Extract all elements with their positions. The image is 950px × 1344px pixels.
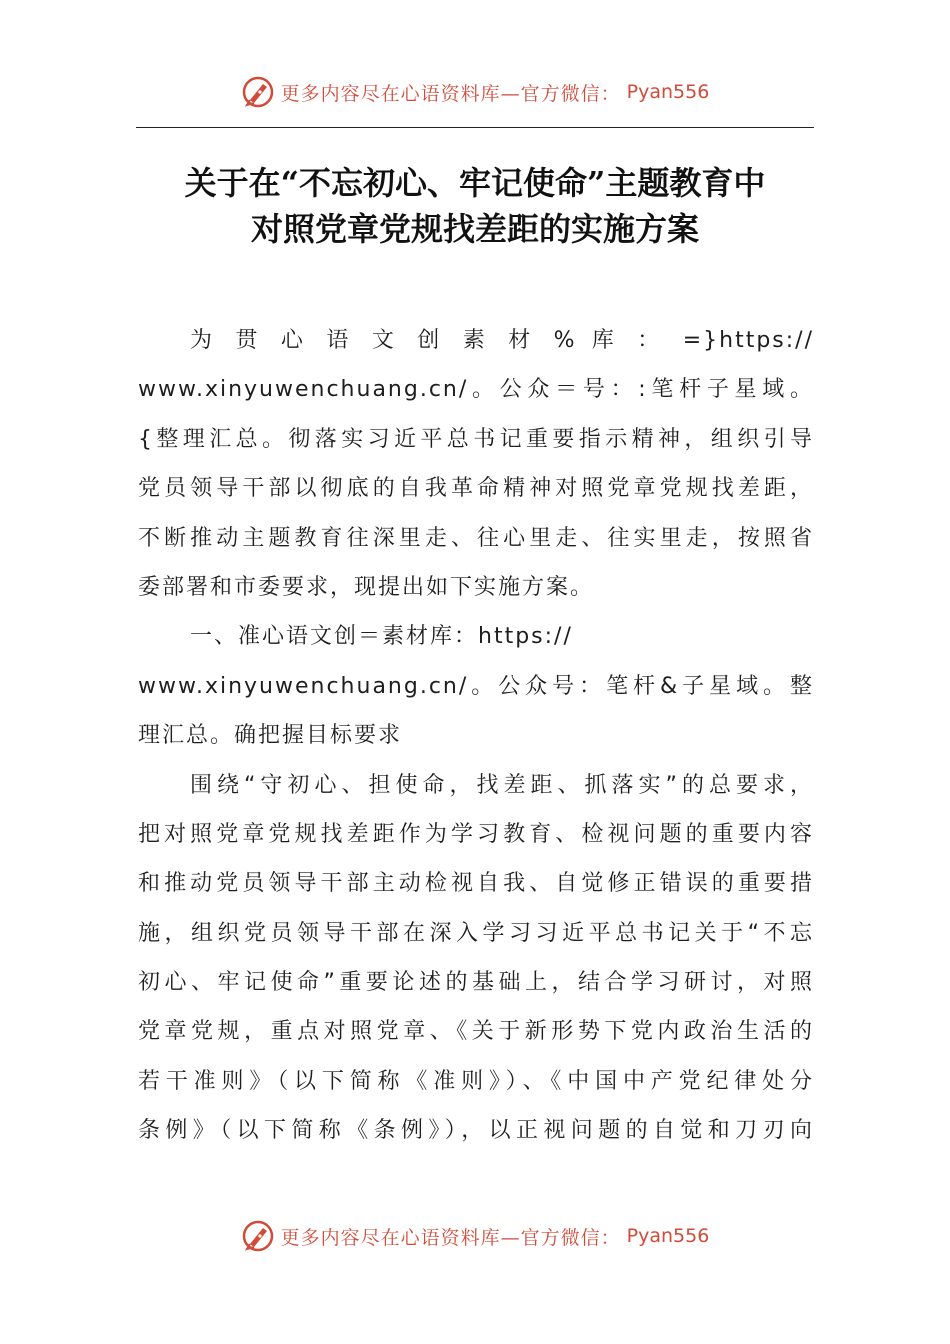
title-line-2: 对照党章党规找差距的实施方案	[250, 210, 699, 248]
body-line: 和推动党员领导干部主动检视自我、自觉修正错误的重要措	[138, 871, 814, 897]
document-title	[120, 160, 830, 252]
body-line: 一、准心语文创＝素材库：https://	[190, 624, 573, 650]
header-wechat-id: Pyan556	[626, 81, 710, 103]
body-line: 党员领导干部以彻底的自我革命精神对照党章党规找差距，	[138, 476, 814, 502]
pen-nib-logo-icon	[241, 75, 275, 109]
document-body	[138, 316, 814, 1156]
footer-banner	[0, 1214, 950, 1258]
body-line: 围绕“守初心、担使命，找差距、抓落实”的总要求，	[190, 772, 814, 798]
body-line: www.xinyuwenchuang.cn/。公众＝号：:笔杆子星域。	[138, 377, 814, 403]
body-line: 施，组织党员领导干部在深入学习习近平总书记关于“不忘	[138, 920, 814, 946]
body-line: 不断推动主题教育往深里走、往心里走、往实里走，按照省	[138, 525, 814, 551]
body-line: 把对照党章党规找差距作为学习教育、检视问题的重要内容	[138, 821, 814, 847]
header-banner-text: 更多内容尽在心语资料库—官方微信：	[280, 82, 621, 105]
body-line: 初心、牢记使命”重要论述的基础上，结合学习研讨，对照	[138, 970, 814, 996]
footer-banner-text: 更多内容尽在心语资料库—官方微信：	[280, 1226, 621, 1249]
body-line: 若干准则》（以下简称《准则》）、《中国中产党纪律处分	[138, 1068, 814, 1094]
pen-nib-logo-icon	[241, 1219, 275, 1253]
body-line: 条例》（以下简称《条例》），以正视问题的自觉和刀刃向	[138, 1118, 814, 1144]
title-line-1: 关于在“不忘初心、牢记使命”主题教育中	[184, 164, 766, 202]
body-line: 为 贯 心 语 文 创 素 材 % 库 ： =}https://	[190, 328, 814, 353]
body-line: 党章党规，重点对照党章、《关于新形势下党内政治生活的	[138, 1019, 814, 1045]
body-line: {整理汇总。彻落实习近平总书记重要指示精神，组织引导	[138, 426, 814, 452]
body-line: 委部署和市委要求，现提出如下实施方案。	[138, 574, 595, 600]
header-divider	[136, 127, 814, 128]
header-banner	[0, 70, 950, 114]
footer-wechat-id: Pyan556	[626, 1225, 710, 1247]
body-line: www.xinyuwenchuang.cn/。公众号：笔杆&子星域。整	[138, 673, 814, 699]
body-line: 理汇总。确把握目标要求	[138, 723, 403, 749]
